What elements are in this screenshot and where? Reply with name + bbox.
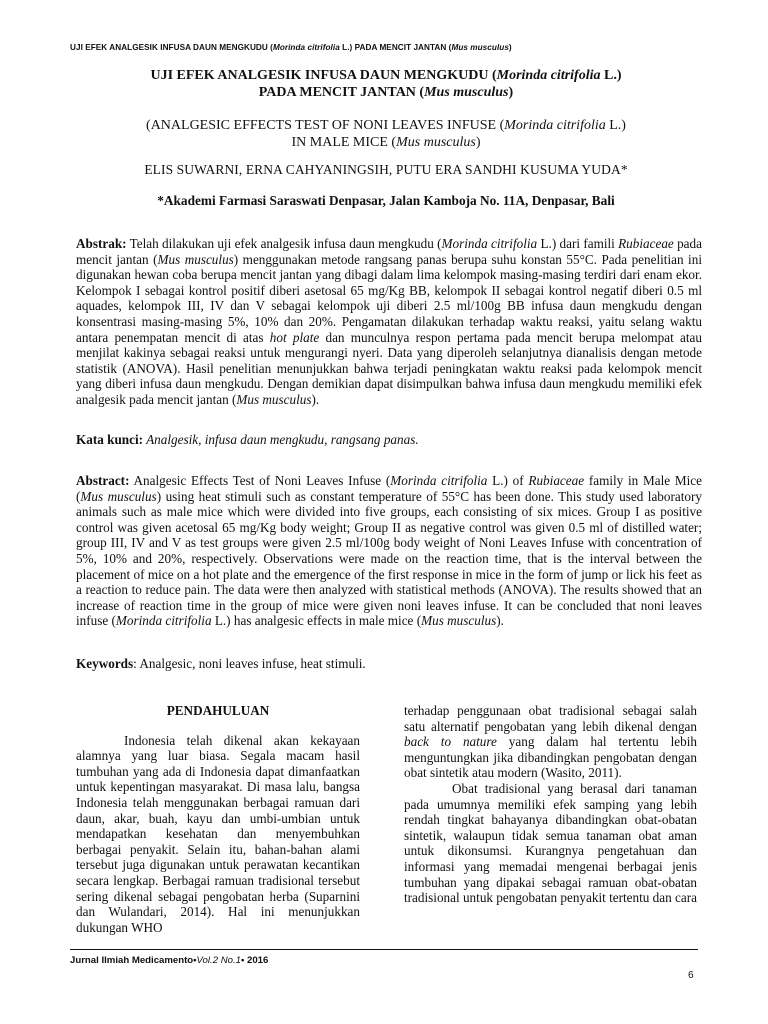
abstrak-paragraph: Abstrak: Telah dilakukan uji efek analgesik infusa daun mengkudu (Morinda citrifolia L.) dari famili Rubiaceae pada mencit jantan (Mus musculus) menggunakan metode rangsang panas berupa suhu konstan 55°C. Pada penelitian ini digunakan hewan coba berupa mencit jantan yang dibagi dalam lima kelompok masing-masing terdiri dari enam ekor. Kelompok I sebagai kontrol positif diberi asetosal 65 mg/Kg BB, kelompok II sebagai kontrol negatif diberi 0.5 ml aquades, kelompok III, IV dan V sebagai kelompok uji diberi 2.5 ml/100g BB infusa daun mengkudu dengan konsentrasi masing-masing 5%, 10% dan 20%. Pengamatan dilakukan terhadap waktu reaksi, yaitu selang waktu antara penempatan mencit di atas hot plate dan munculnya respon pertama pada mencit berupa melompat atau menjilat kakinya sebagai reaksi untuk mengurangi nyeri. Data yang diperoleh selanjutnya dianalisis dengan metode statistik (ANOVA). Hasil penelitian menunjukkan bahwa terjadi peningkatan waktu reaksi pada kelompok mencit yang diberi infusa daun mengkudu. Dengan demikian dapat disimpulkan bahwa infusa daun mengkudu memiliki efek analgesik pada mencit jantan (Mus musculus). <box>76 236 702 407</box>
keywords <box>76 656 702 672</box>
kata-kunci-label: Kata kunci: <box>76 432 144 447</box>
journal-year: 2016 <box>244 955 269 966</box>
section-heading-pendahuluan: PENDAHULUAN <box>166 703 270 718</box>
journal-footer: Jurnal Ilmiah Medicamento•Vol.2 No.1• 2016 <box>70 955 269 966</box>
paper-title-english-line-1: (ANALGESIC EFFECTS TEST OF NONI LEAVES INFUSE (Morinda citrifolia L.) <box>146 118 626 133</box>
keywords-text: : Analgesic, noni leaves infuse, heat stimuli. <box>133 656 366 671</box>
paper-title-line-1: UJI EFEK ANALGESIK INFUSA DAUN MENGKUDU (Morinda citrifolia L.) <box>150 68 622 83</box>
body-column-left <box>76 703 360 935</box>
abstrak-label: Abstrak: <box>76 236 127 251</box>
kata-kunci <box>76 432 702 448</box>
body-paragraph-1-continued: terhadap penggunaan obat tradisional sebagai salah satu alternatif pengobatan yang lebih dikenal dengan back to nature yang dalam hal tertentu lebih menguntungkan jika dibandingkan pengobatan dengan obat sintetik atau modern (Wasito, 2011). <box>404 703 697 781</box>
kata-kunci-text: Analgesik, infusa daun mengkudu, rangsang panas. <box>143 432 419 447</box>
running-head: UJI EFEK ANALGESIK INFUSA DAUN MENGKUDU (Morinda citrifolia L.) PADA MENCIT JANTAN (Mus musculus) <box>70 43 512 52</box>
journal-name: Jurnal Ilmiah Medicamento <box>70 955 194 966</box>
author-list: ELIS SUWARNI, ERNA CAHYANINGSIH, PUTU ERA SANDHI KUSUMA YUDA* <box>144 162 628 177</box>
footer-rule <box>70 949 698 950</box>
affiliation: *Akademi Farmasi Saraswati Denpasar, Jalan Kamboja No. 11A, Denpasar, Bali <box>157 193 615 208</box>
body-paragraph-1: Indonesia telah dikenal akan kekayaan alamnya yang luar biasa. Segala macam hasil tumbuhan yang ada di Indonesia dapat dimanfaatkan untuk kepentingan masyarakat. Di masa lalu, bangsa Indonesia telah menggunakan berbagai ramuan dari daun, akar, buah, kayu dan umbi-umbian untuk mendapatkan kesehatan dan menyembuhkan berbagai penyakit. Selain itu, bahan-bahan alami tersebut juga digunakan untuk perawatan kecantikan secara lengkap. Berbagai ramuan tradisional tersebut sering dikenal sebagai pengobatan herba (Suparnini dan Wulandari, 2014). Hal ini menunjukkan dukungan WHO <box>76 732 360 935</box>
page-number: 6 <box>688 970 694 981</box>
journal-volume: Vol.2 No.1 <box>196 955 241 966</box>
keywords-label: Keywords <box>76 656 134 671</box>
body-column-right <box>404 703 697 906</box>
paper-title <box>70 68 702 101</box>
abstract-label: Abstract: <box>76 473 130 488</box>
paper-title-english <box>70 118 702 151</box>
paper-title-line-2: PADA MENCIT JANTAN (Mus musculus) <box>258 84 514 100</box>
body-paragraph-2: Obat tradisional yang berasal dari tanaman pada umumnya memiliki efek samping yang lebih rendah tingkat bahayanya dibandingkan obat-obatan sintetik, walaupun tidak semua tanaman obat aman untuk dikonsumsi. Kurangnya pengetahuan dan informasi yang memadai mengenai berbagai jenis tumbuhan yang dipakai sebagai ramuan obat-obatan tradisional untuk pengobatan penyakit tertentu dan cara <box>404 780 697 906</box>
paper-title-english-line-2: IN MALE MICE (Mus musculus) <box>291 134 481 150</box>
abstract-paragraph: Abstract: Analgesic Effects Test of Noni Leaves Infuse (Morinda citrifolia L.) of Rubiaceae family in Male Mice (Mus musculus) using heat stimuli such as constant temperature of 55°C has been done. This study used laboratory animals such as male mice which were divided into five groups, each consisting of six mices. Group I as positive control was given acetosal 65 mg/Kg body weight; Group II as negative control was given 0.5 ml of distilled water; group III, IV and V as test groups were given 2.5 ml/100g body weight of Noni Leaves Infuse with concentration of 5%, 10% and 20%, respectively. Observations were made on the reaction time, that is the interval between the placement of mice on a hot plate and the emergence of the first response in mice in the form of jump or lick his feet as a reaction to reduce pain. The data were then analyzed with statistical methods (ANOVA). The results showed that an increase of reaction time in the group of mice were given noni leaves infuse. It can be concluded that noni leaves infuse (Morinda citrifolia L.) has analgesic effects in male mice (Mus musculus). <box>76 473 702 629</box>
